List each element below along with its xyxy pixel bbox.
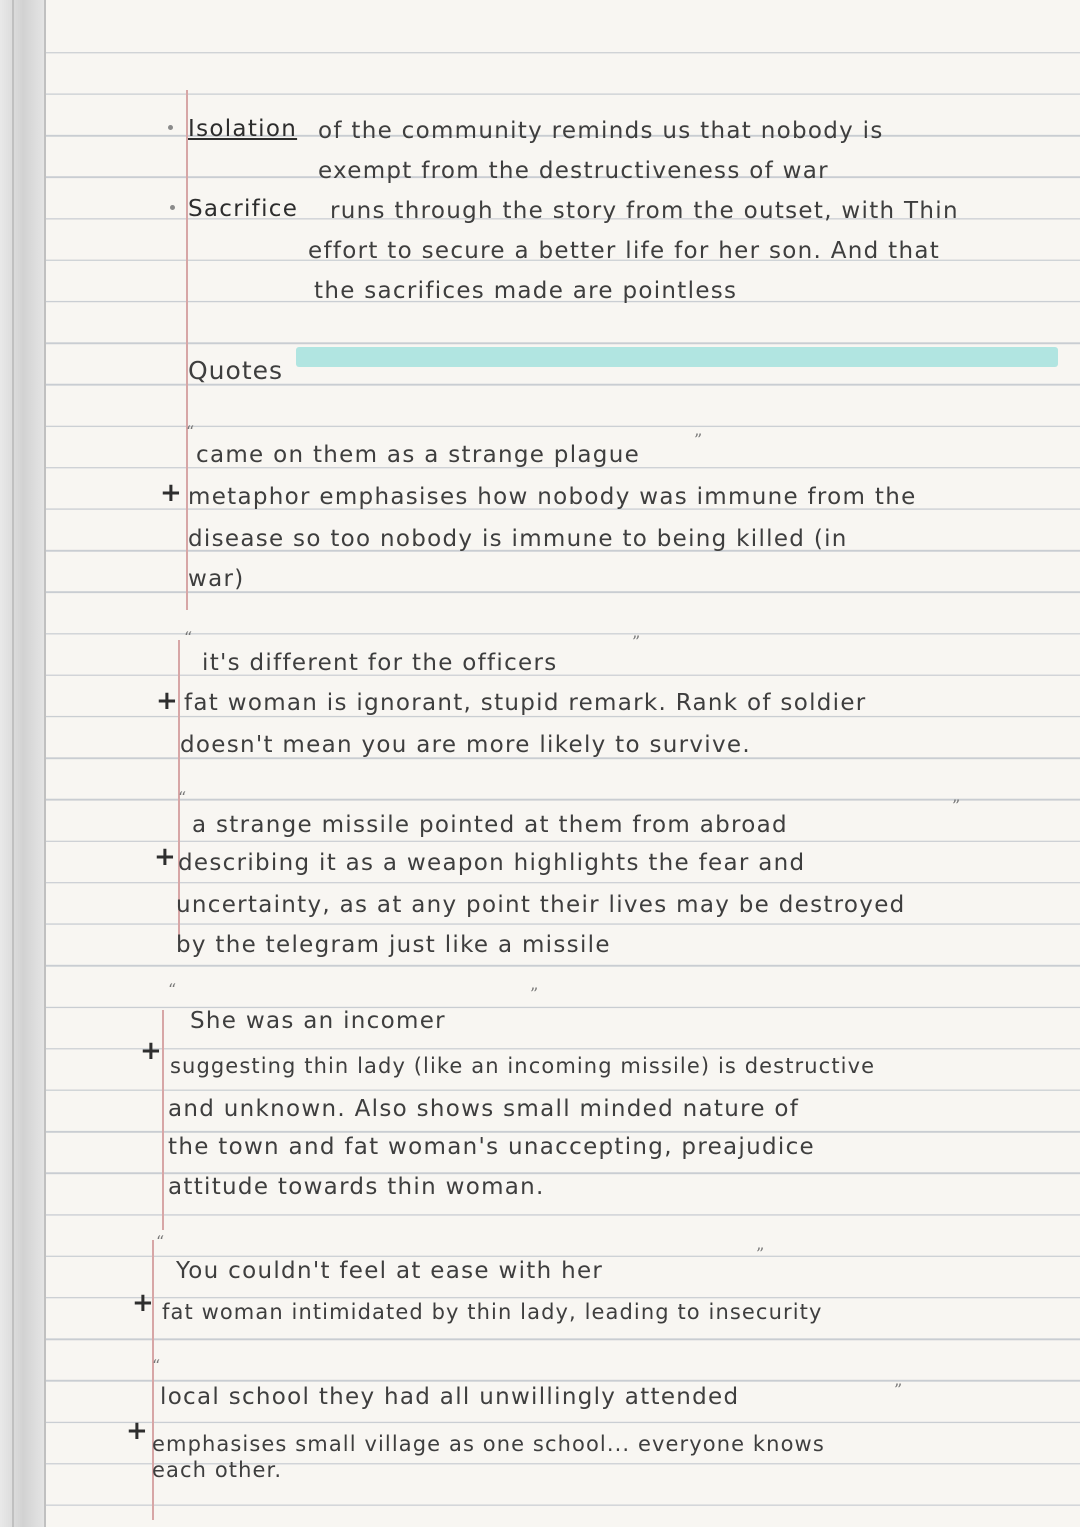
quote-text: local school they had all unwillingly attended <box>160 1384 740 1410</box>
analysis-line: fat woman intimidated by thin lady, leading to insecurity <box>162 1300 823 1324</box>
heading-highlight <box>296 347 1058 367</box>
quotes-heading: Quotes <box>188 356 284 385</box>
analysis-line: doesn't mean you are more likely to survive. <box>180 732 751 758</box>
analysis-line: suggesting thin lady (like an incoming missile) is destructive <box>170 1054 876 1078</box>
quote-text: She was an incomer <box>190 1008 446 1034</box>
close-quote-mark: ” <box>952 796 961 815</box>
analysis-line: and unknown. Also shows small minded nature of <box>168 1096 800 1122</box>
notebook-binding <box>0 0 46 1527</box>
plus-icon: + <box>156 686 178 716</box>
plus-icon: + <box>160 478 182 508</box>
open-quote-mark: “ <box>186 422 195 441</box>
analysis-line: by the telegram just like a missile <box>176 932 611 958</box>
analysis-line: the town and fat woman's unaccepting, preajudice <box>168 1134 815 1160</box>
open-quote-mark: “ <box>152 1356 161 1375</box>
close-quote-mark: ” <box>756 1244 765 1263</box>
open-quote-mark: “ <box>156 1232 165 1251</box>
analysis-line: disease so too nobody is immune to being killed (in <box>188 526 848 552</box>
bullet-point <box>168 125 173 130</box>
point-line: exempt from the destructiveness of war <box>318 158 829 184</box>
point-line: runs through the story from the outset, with Thin <box>330 198 959 224</box>
analysis-line: uncertainty, as at any point their lives may be destroyed <box>176 892 906 918</box>
point-line: the sacrifices made are pointless <box>314 278 738 304</box>
point-line: of the community reminds us that nobody is <box>318 118 884 144</box>
point-term: Isolation <box>188 116 298 142</box>
binding-edge <box>12 0 14 1527</box>
point-term: Sacrifice <box>188 196 299 222</box>
close-quote-mark: ” <box>632 632 641 651</box>
analysis-line: fat woman is ignorant, stupid remark. Rank of soldier <box>184 690 867 716</box>
binding-edge <box>44 0 46 1527</box>
quote-text: You couldn't feel at ease with her <box>176 1258 604 1284</box>
open-quote-mark: “ <box>168 980 177 999</box>
analysis-line: emphasises small village as one school... everyone knows <box>152 1432 825 1456</box>
bullet-point <box>170 205 175 210</box>
plus-icon: + <box>126 1416 148 1446</box>
plus-icon: + <box>132 1288 154 1318</box>
quote-text: came on them as a strange plague <box>196 442 641 468</box>
analysis-line: metaphor emphasises how nobody was immune from the <box>188 484 917 510</box>
margin-line <box>162 1010 164 1230</box>
plus-icon: + <box>140 1036 162 1066</box>
analysis-line: each other. <box>152 1458 283 1482</box>
close-quote-mark: ” <box>694 430 703 449</box>
close-quote-mark: ” <box>894 1380 903 1399</box>
open-quote-mark: “ <box>178 788 187 807</box>
analysis-line: war) <box>188 566 245 592</box>
analysis-line: describing it as a weapon highlights the fear and <box>178 850 806 876</box>
point-line: effort to secure a better life for her son. And that <box>308 238 941 264</box>
open-quote-mark: “ <box>184 628 193 647</box>
close-quote-mark: ” <box>530 984 539 1003</box>
quote-text: a strange missile pointed at them from abroad <box>192 812 788 838</box>
analysis-line: attitude towards thin woman. <box>168 1174 545 1200</box>
plus-icon: + <box>154 842 176 872</box>
quote-text: it's different for the officers <box>202 650 558 676</box>
